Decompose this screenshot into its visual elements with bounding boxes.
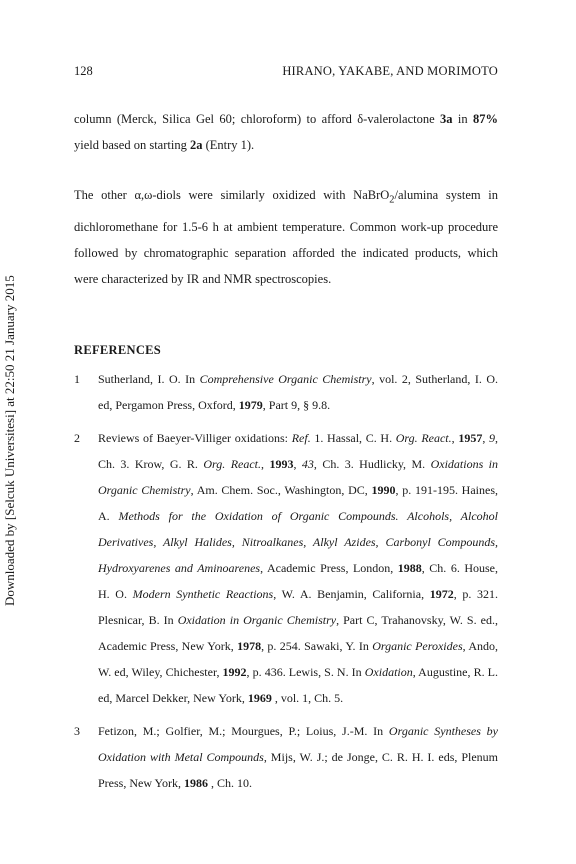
text-run: , vol. 2, Sutherland, I. O. ed, Pergamon Press, Oxford, <box>98 372 498 412</box>
text-run: , Augustine, R. L. ed, Marcel Dekker, New York, <box>98 665 498 705</box>
text-run: , p. 191-195. Haines, A. <box>98 483 499 523</box>
year: 1992 <box>222 665 247 679</box>
journal-title: Org. React. <box>203 457 262 471</box>
running-head: HIRANO, YAKABE, AND MORIMOTO <box>282 64 498 78</box>
book-title: Modern Synthetic Reactions <box>132 587 274 601</box>
text-run: , Ch. 10. <box>208 776 253 790</box>
reference-number: 2 <box>74 431 80 445</box>
text-run: The other α,ω-diols were similarly oxidized with NaBrO <box>74 188 390 202</box>
reference-3 <box>74 718 498 796</box>
paragraph-1 <box>74 106 498 158</box>
reference-1 <box>74 366 498 418</box>
page-number: 128 <box>74 64 93 78</box>
text-run: , Mijs, W. J.; de Jonge, C. R. H. I. eds, Plenum Press, New York, <box>98 750 498 790</box>
year: 1979 <box>238 398 263 412</box>
year: 1988 <box>397 561 422 575</box>
text-run: , Ch. 6. House, H. O. <box>98 561 498 601</box>
text-run: , Am. Chem. Soc., Washington, DC, <box>190 483 372 497</box>
volume: 9 <box>489 431 496 445</box>
text-run: , W. A. Benjamin, California, <box>273 587 430 601</box>
subscript: 2 <box>389 194 395 206</box>
reference-list <box>74 366 498 803</box>
year: 1993 <box>269 457 294 471</box>
year: 1990 <box>371 483 396 497</box>
book-title: Organic Syntheses by Oxidation with Metal Compounds <box>98 724 498 764</box>
text-run: , p. 321. Plesnicar, B. In <box>98 587 499 627</box>
journal-title: Org. React. <box>395 431 452 445</box>
text-run: , Ando, W. ed, Wiley, Chichester, <box>98 639 498 679</box>
text-run: , <box>261 457 270 471</box>
volume: 43 <box>301 457 314 471</box>
text-run: yield based on starting <box>74 138 190 152</box>
reference-number: 3 <box>74 724 80 738</box>
compound-label: 3a <box>440 112 453 126</box>
text-run: , Part 9, § 9.8. <box>262 398 331 412</box>
text-run: , p. 254. Sawaki, Y. In <box>261 639 373 653</box>
text-run: , <box>482 431 490 445</box>
year: 1957 <box>458 431 483 445</box>
text-run: , vol. 1, Ch. 5. <box>271 691 344 705</box>
text-run: , p. 436. Lewis, S. N. In <box>246 665 365 679</box>
year: 1986 <box>184 776 209 790</box>
compound-label: 2a <box>189 138 203 152</box>
text-run: Fetizon, M.; Golfier, M.; Mourgues, P.; Loius, J.-M. In <box>98 724 389 738</box>
italic-run: Ref. <box>291 431 311 445</box>
reference-2 <box>74 425 498 711</box>
book-title: Comprehensive Organic Chemistry <box>199 372 372 386</box>
reference-number: 1 <box>74 372 80 386</box>
text-run: Reviews of Baeyer-Villiger oxidations: <box>98 431 292 445</box>
text-run: , <box>293 457 302 471</box>
year: 1969 <box>247 691 272 705</box>
text-run: , Part C, Trahanovsky, W. S. ed., Academic Press, New York, <box>98 613 498 653</box>
book-title: Oxidation <box>364 665 413 679</box>
text-run: /alumina system in dichloromethane for 1.5-6 h at ambient temperature. Common work-up procedure followed by chromatographic separation afforded the indicated products, which were characterized by IR and NMR spectroscopies. <box>74 188 498 286</box>
references-heading: REFERENCES <box>74 343 162 357</box>
download-notice: Downloaded by [Selcuk Universitesi] at 22:50 21 January 2015 <box>2 275 17 606</box>
year: 1972 <box>429 587 454 601</box>
running-header <box>74 64 498 80</box>
book-title: Methods for the Oxidation of Organic Compounds. Alcohols, Alcohol Derivatives, Alkyl Halides, Nitroalkanes, Alkyl Azides, Carbonyl Compounds, Hydroxyarenes and Aminoarenes <box>98 509 499 575</box>
book-title: Oxidation in Organic Chemistry <box>177 613 337 627</box>
text-run: in <box>452 112 473 126</box>
book-title: Oxidations in Organic Chemistry <box>98 457 499 497</box>
text-run: , Academic Press, London, <box>260 561 398 575</box>
yield-value: 87% <box>473 112 498 126</box>
book-title: Organic Peroxides <box>372 639 463 653</box>
text-run: 1. Hassal, C. H. <box>310 431 396 445</box>
text-run: (Entry 1). <box>202 138 255 152</box>
text-run: , Ch. 3. Hudlicky, M. <box>313 457 431 471</box>
text-run: , <box>451 431 459 445</box>
paragraph-2 <box>74 182 498 292</box>
text-run: column (Merck, Silica Gel 60; chloroform) to afford δ-valerolactone <box>74 112 441 126</box>
text-run: Sutherland, I. O. In <box>98 372 200 386</box>
year: 1978 <box>237 639 262 653</box>
text-run: , Ch. 3. Krow, G. R. <box>98 431 499 471</box>
